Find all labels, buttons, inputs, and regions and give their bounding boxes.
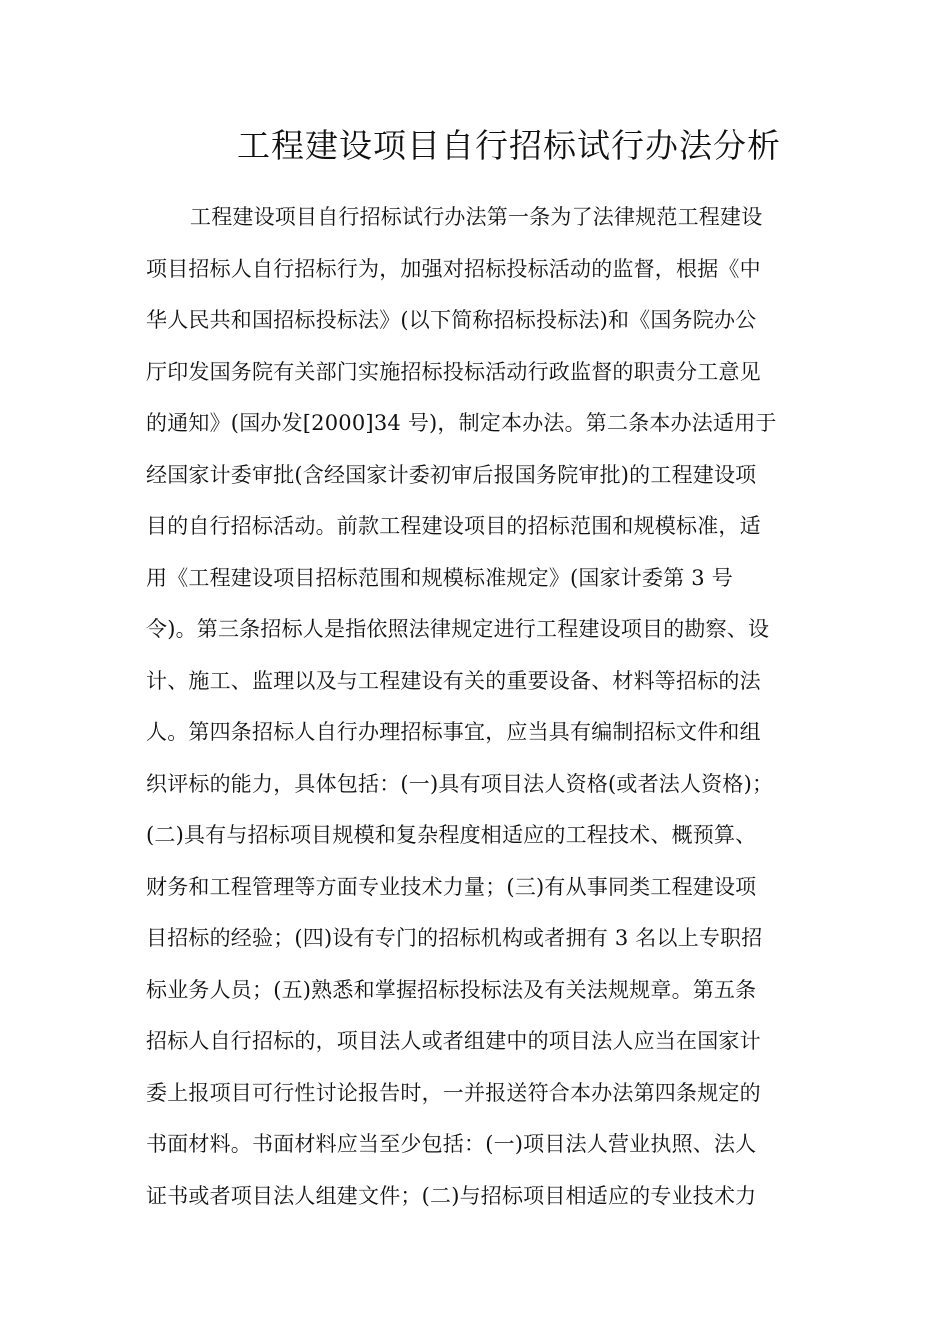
body-line: 工程建设项目自行招标试行办法第一条为了法律规范工程建设 (190, 205, 763, 229)
body-line: 目招标的经验；(四)设有专门的招标机构或者拥有 3 名以上专职招 (146, 926, 763, 950)
document-title: 工程建设项目自行招标试行办法分析 (237, 126, 781, 165)
body-line: 经国家计委审批(含经国家计委初审后报国务院审批)的工程建设项 (146, 462, 757, 487)
body-line: 用《工程建设项目招标范围和规模标准规定》(国家计委第 3 号 (146, 565, 733, 590)
body-line: 的通知》(国办发[2000]34 号)，制定本办法。第二条本办法适用于 (146, 411, 777, 435)
body-line: 织评标的能力，具体包括：(一)具有项目法人资格(或者法人资格)； (146, 771, 774, 796)
body-line: 华人民共和国招标投标法》(以下简称招标投标法)和《国务院办公 (146, 308, 757, 332)
body-line: 目的自行招标活动。前款工程建设项目的招标范围和规模标准，适 (146, 514, 761, 538)
body-line: 委上报项目可行性讨论报告时，一并报送符合本办法第四条规定的 (146, 1080, 761, 1105)
body-line: 证书或者项目法人组建文件；(二)与招标项目相适应的专业技术力 (146, 1183, 757, 1208)
document-body (146, 192, 846, 1222)
body-line: 令)。第三条招标人是指依照法律规定进行工程建设项目的勘察、设 (146, 617, 770, 641)
body-line: 项目招标人自行招标行为，加强对招标投标活动的监督，根据《中 (146, 256, 761, 281)
body-line: 标业务人员；(五)熟悉和掌握招标投标法及有关法规规章。第五条 (146, 977, 757, 1002)
body-line: 招标人自行招标的，项目法人或者组建中的项目法人应当在国家计 (146, 1029, 761, 1053)
body-line: 人。第四条招标人自行办理招标事宜，应当具有编制招标文件和组 (146, 720, 761, 744)
body-line: (二)具有与招标项目规模和复杂程度相适应的工程技术、概预算、 (146, 823, 757, 847)
body-line: 财务和工程管理等方面专业技术力量；(三)有从事同类工程建设项 (146, 874, 757, 899)
body-line: 书面材料。书面材料应当至少包括：(一)项目法人营业执照、法人 (146, 1132, 757, 1156)
body-line: 计、施工、监理以及与工程建设有关的重要设备、材料等招标的法 (146, 668, 761, 693)
body-line: 厅印发国务院有关部门实施招标投标活动行政监督的职责分工意见 (146, 359, 761, 384)
